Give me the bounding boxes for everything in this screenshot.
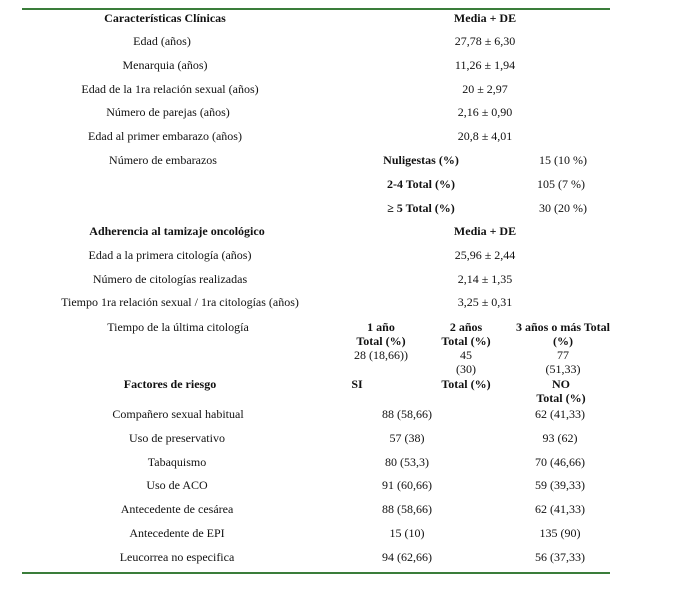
embarazos-category: Nuligestas (%) [383, 153, 459, 167]
row-label: Edad al primer embarazo (años) [88, 129, 242, 143]
risk-label: Antecedente de EPI [129, 526, 225, 540]
row-value: 2,14 ± 1,35 [457, 272, 513, 286]
row-value: 3,25 ± 0,31 [457, 295, 513, 309]
header-adherencia: Adherencia al tamizaje oncológico [89, 224, 265, 238]
bottom-rule [22, 572, 610, 574]
embarazos-category: ≥ 5 Total (%) [387, 201, 455, 215]
ultima-citologia-label: Tiempo de la última citología [107, 320, 249, 334]
header-total: Total (%) [441, 377, 491, 391]
header-factores: Factores de riesgo [123, 377, 217, 391]
row-label: Edad (años) [133, 34, 191, 48]
ultima-col-value: (51,33) [545, 362, 581, 376]
risk-label: Tabaquismo [147, 455, 207, 469]
risk-label: Uso de preservativo [129, 431, 225, 445]
row-label: Edad a la primera citología (años) [88, 248, 252, 262]
row-label: Menarquia (años) [122, 58, 208, 72]
ultima-col-value: 77 [557, 348, 569, 362]
risk-si: 88 (58,66) [382, 407, 432, 421]
top-rule [22, 8, 610, 10]
risk-no: 59 (39,33) [535, 478, 585, 492]
embarazos-value: 105 (7 %) [537, 177, 585, 191]
embarazos-value: 30 (20 %) [539, 201, 587, 215]
row-label: Tiempo 1ra relación sexual / 1ra citologías (años) [61, 295, 299, 309]
risk-label: Uso de ACO [146, 478, 208, 492]
row-label: Edad de la 1ra relación sexual (años) [81, 82, 259, 96]
row-value: 2,16 ± 0,90 [457, 105, 513, 119]
ultima-col-value: (30) [456, 362, 476, 376]
header-no: NO [552, 377, 570, 391]
row-label: Número de parejas (años) [106, 105, 230, 119]
header-no-total: Total (%) [536, 391, 586, 405]
risk-no: 70 (46,66) [535, 455, 585, 469]
risk-label: Antecedente de cesárea [120, 502, 234, 516]
ultima-col-subhead: Total (%) [441, 334, 491, 348]
header-media-de: Media + DE [453, 11, 517, 25]
risk-label: Compañero sexual habitual [112, 407, 244, 421]
header-media-de-2: Media + DE [453, 224, 517, 238]
row-value: 11,26 ± 1,94 [454, 58, 516, 72]
ultima-col-head: 1 año [367, 320, 395, 334]
row-value: 20 ± 2,97 [462, 82, 508, 96]
risk-si: 88 (58,66) [382, 502, 432, 516]
ultima-col-head: 2 años [449, 320, 483, 334]
ultima-col-subhead: Total (%) [356, 334, 406, 348]
row-label: Número de citologías realizadas [92, 272, 248, 286]
ultima-col-subhead: (%) [553, 334, 573, 348]
row-value: 20,8 ± 4,01 [457, 129, 513, 143]
risk-no: 62 (41,33) [535, 502, 585, 516]
risk-no: 93 (62) [542, 431, 578, 445]
risk-si: 15 (10) [389, 526, 425, 540]
header-caracteristicas: Características Clínicas [104, 11, 226, 25]
embarazos-label: Número de embarazos [109, 153, 217, 167]
ultima-col-head: 3 años o más Total [515, 320, 611, 334]
risk-no: 135 (90) [539, 526, 581, 540]
row-value: 27,78 ± 6,30 [454, 34, 516, 48]
embarazos-category: 2-4 Total (%) [386, 177, 456, 191]
row-value: 25,96 ± 2,44 [454, 248, 516, 262]
header-si: SI [351, 377, 363, 391]
ultima-col-value: 45 [460, 348, 472, 362]
risk-no: 62 (41,33) [535, 407, 585, 421]
embarazos-value: 15 (10 %) [539, 153, 587, 167]
risk-si: 57 (38) [389, 431, 425, 445]
risk-no: 56 (37,33) [535, 550, 585, 564]
risk-si: 80 (53,3) [385, 455, 429, 469]
ultima-col-value: 28 (18,66)) [354, 348, 408, 362]
risk-si: 91 (60,66) [382, 478, 432, 492]
risk-si: 94 (62,66) [382, 550, 432, 564]
risk-label: Leucorrea no especifica [119, 550, 235, 564]
